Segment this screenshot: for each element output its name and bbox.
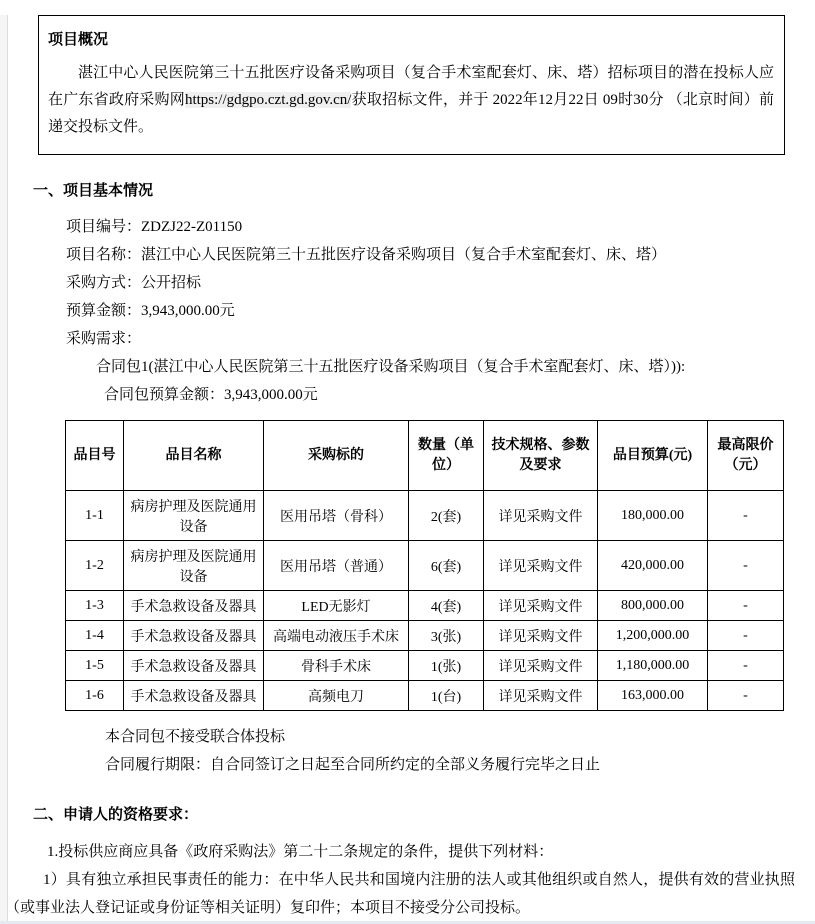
section2-heading: 二、申请人的资格要求： <box>33 807 199 823</box>
cell-item-name: 手术急救设备及器具 <box>124 681 264 711</box>
field-budget-amount <box>66 297 815 325</box>
contract-notes <box>105 723 815 779</box>
field-project-number <box>66 213 815 241</box>
cell-tech-spec: 详见采购文件 <box>484 681 598 711</box>
header-max-price: 最高限价（元） <box>708 421 784 491</box>
cell-item-name: 手术急救设备及器具 <box>124 591 264 621</box>
contract-package-line: 合同包1(湛江中心人民医院第三十五批医疗设备采购项目（复合手术室配套灯、床、塔）)): <box>96 359 686 375</box>
cell-tech-spec: 详见采购文件 <box>484 621 598 651</box>
cell-procurement-target: 骨科手术床 <box>264 651 409 681</box>
project-overview-box <box>38 15 785 155</box>
cell-max-price: - <box>708 491 784 541</box>
page-edge-strip <box>0 15 8 924</box>
field-project-number-label: 项目编号： <box>66 219 142 235</box>
field-budget-amount-label: 预算金额： <box>66 303 142 319</box>
cell-item-name: 手术急救设备及器具 <box>124 651 264 681</box>
note-no-consortium: 本合同包不接受联合体投标 <box>105 729 286 745</box>
field-budget-amount-value: 3,943,000.00元 <box>141 303 235 319</box>
cell-tech-spec: 详见采购文件 <box>484 541 598 591</box>
table-row <box>66 591 784 621</box>
cell-item-name: 病房护理及医院通用设备 <box>124 491 264 541</box>
overview-paragraph <box>48 60 774 141</box>
cell-procurement-target: 医用吊塔（普通） <box>264 541 409 591</box>
contract-package-budget <box>104 381 815 409</box>
table-header-row <box>66 421 784 491</box>
cell-tech-spec: 详见采购文件 <box>484 591 598 621</box>
header-tech-spec: 技术规格、参数及要求 <box>484 421 598 491</box>
header-item-no: 品目号 <box>66 421 124 491</box>
header-item-budget: 品目预算(元) <box>598 421 708 491</box>
overview-title: 项目概况 <box>48 32 109 48</box>
cell-item-no: 1-6 <box>66 681 124 711</box>
cell-procurement-target: 医用吊塔（骨科） <box>264 491 409 541</box>
header-quantity-unit: 数量（单位） <box>409 421 484 491</box>
section1-heading: 一、项目基本情况 <box>33 183 154 199</box>
cell-procurement-target: 高频电刀 <box>264 681 409 711</box>
cell-tech-spec: 详见采购文件 <box>484 651 598 681</box>
cell-item-name: 病房护理及医院通用设备 <box>124 541 264 591</box>
field-procurement-demand <box>66 325 815 353</box>
header-procurement-target: 采购标的 <box>264 421 409 491</box>
table-row <box>66 541 784 591</box>
field-procurement-demand-label: 采购需求： <box>66 331 142 347</box>
overview-paragraph-suffix: 获取招标文件，并于 2022年12月22日 09时30分 （北京时间）前递交投标文件。 <box>48 92 774 135</box>
cell-quantity: 6(套) <box>409 541 484 591</box>
qualification-paragraph-1: 1.投标供应商应具备《政府采购法》第二十二条规定的条件，提供下列材料： <box>47 844 554 860</box>
field-procurement-method-value: 公开招标 <box>141 275 202 291</box>
note-contract-period: 合同履行期限：自合同签订之日起至合同所约定的全部义务履行完毕之日止 <box>105 757 601 773</box>
cell-max-price: - <box>708 621 784 651</box>
table-row <box>66 491 784 541</box>
field-project-name <box>66 241 815 269</box>
field-project-name-value: 湛江中心人民医院第三十五批医疗设备采购项目（复合手术室配套灯、床、塔） <box>141 247 667 263</box>
cell-max-price: - <box>708 591 784 621</box>
contract-package-budget-value: 3,943,000.00元 <box>224 387 318 403</box>
table-row <box>66 621 784 651</box>
cell-item-no: 1-1 <box>66 491 124 541</box>
cell-item-budget: 163,000.00 <box>598 681 708 711</box>
overview-paragraph-prefix: 湛江中心人民医院第三十五批医疗设备采购项目（复合手术室配套灯、床、塔）招标项目的潜在投标人应在广东省政府采购网 <box>48 65 774 108</box>
contract-package-budget-label: 合同包预算金额： <box>104 387 225 403</box>
qualification-paragraph-2: 1）具有独立承担民事责任的能力：在中华人民共和国境内注册的法人或其他组织或自然人，提供有效的营业执照（或事业法人登记证或身份证等相关证明）复印件；本项目不接受分公司投标。 <box>5 872 795 916</box>
document-body <box>5 15 815 922</box>
cell-max-price: - <box>708 681 784 711</box>
cell-quantity: 2(套) <box>409 491 484 541</box>
field-procurement-method-label: 采购方式： <box>66 275 142 291</box>
cell-procurement-target: 高端电动液压手术床 <box>264 621 409 651</box>
cell-quantity: 1(张) <box>409 651 484 681</box>
procurement-site-link[interactable]: https://gdgpo.czt.gd.gov.cn/ <box>184 92 352 108</box>
cell-quantity: 4(套) <box>409 591 484 621</box>
field-procurement-method <box>66 269 815 297</box>
header-item-name: 品目名称 <box>124 421 264 491</box>
table-row <box>66 651 784 681</box>
cell-item-no: 1-3 <box>66 591 124 621</box>
cell-item-name: 手术急救设备及器具 <box>124 621 264 651</box>
field-project-name-label: 项目名称： <box>66 247 142 263</box>
field-project-number-value: ZDZJ22-Z01150 <box>141 219 243 235</box>
cell-max-price: - <box>708 651 784 681</box>
project-info-fields <box>66 213 815 353</box>
cell-quantity: 1(台) <box>409 681 484 711</box>
cell-item-budget: 420,000.00 <box>598 541 708 591</box>
procurement-items-table <box>65 420 784 711</box>
cell-procurement-target: LED无影灯 <box>264 591 409 621</box>
cell-tech-spec: 详见采购文件 <box>484 491 598 541</box>
cell-item-no: 1-4 <box>66 621 124 651</box>
cell-item-no: 1-5 <box>66 651 124 681</box>
table-row <box>66 681 784 711</box>
cell-item-budget: 800,000.00 <box>598 591 708 621</box>
cell-max-price: - <box>708 541 784 591</box>
cell-item-no: 1-2 <box>66 541 124 591</box>
cell-quantity: 3(张) <box>409 621 484 651</box>
cell-item-budget: 1,200,000.00 <box>598 621 708 651</box>
cell-item-budget: 1,180,000.00 <box>598 651 708 681</box>
cell-item-budget: 180,000.00 <box>598 491 708 541</box>
